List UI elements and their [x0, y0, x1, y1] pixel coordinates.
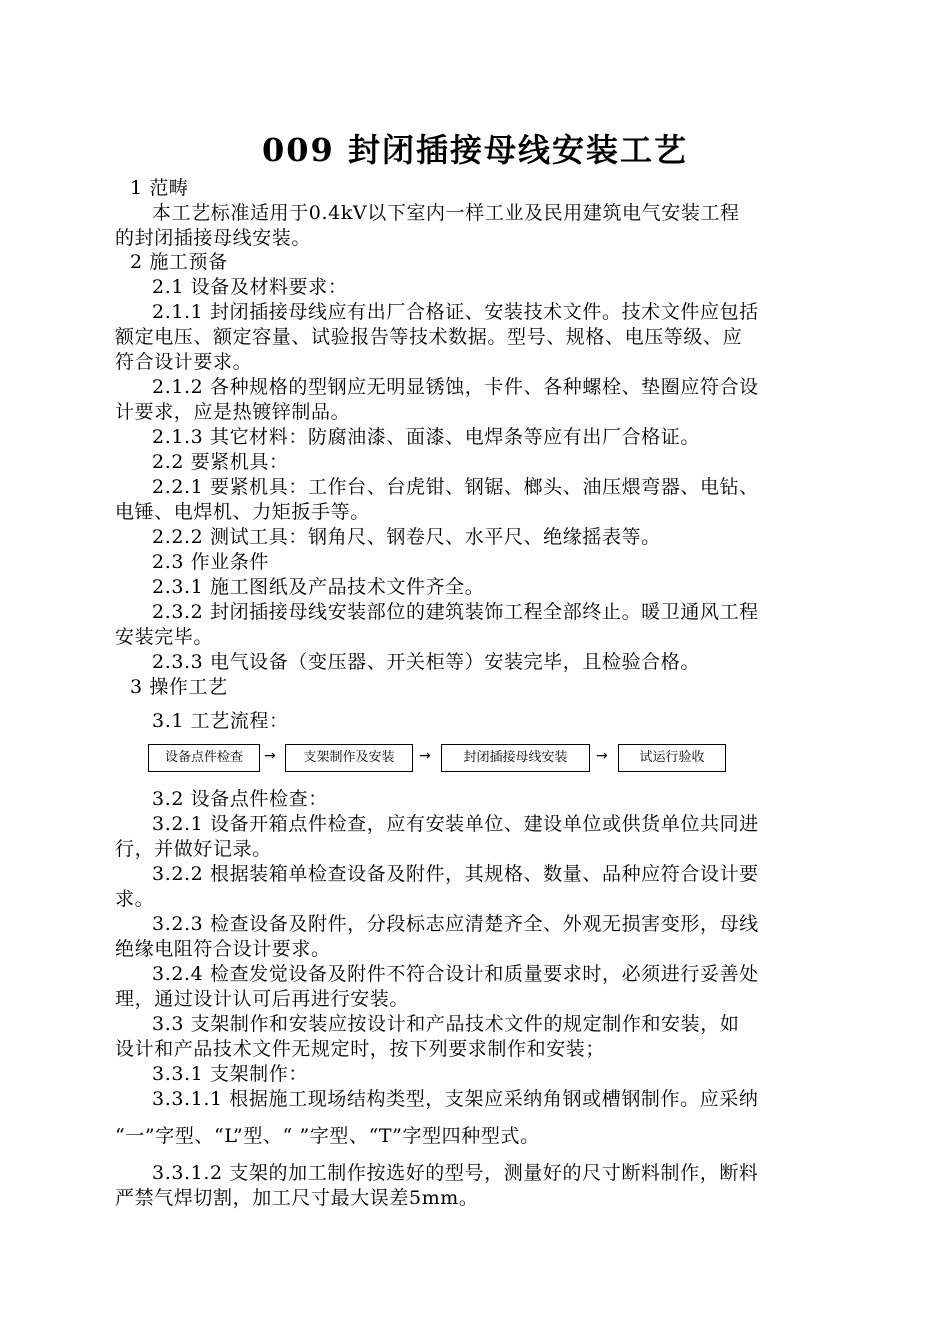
- subsection-heading: 3.2 设备点件检查：: [152, 788, 328, 810]
- flow-arrow: →: [419, 748, 431, 764]
- paragraph-line: 严禁气焊切割，加工尺寸最大误差5mm。: [115, 1187, 479, 1209]
- section-heading: 3 操作工艺: [130, 676, 228, 698]
- section-heading: 2 施工预备: [130, 251, 228, 273]
- subsection-heading: 2.2 要紧机具：: [152, 451, 289, 473]
- paragraph-line: 3.3.1.2 支架的加工制作按选好的型号，测量好的尺寸断料制作，断料: [152, 1162, 759, 1184]
- subsection-heading: 2.1 设备及材料要求：: [152, 276, 348, 298]
- flow-step-box: 支架制作及安装: [285, 744, 413, 772]
- flow-arrow: →: [264, 748, 276, 764]
- paragraph-line: 3.2.1 设备开箱点件检查，应有安装单位、建设单位或供货单位共同进: [152, 813, 759, 835]
- paragraph-line: 的封闭插接母线安装。: [115, 227, 312, 249]
- paragraph-line: 2.3.1 施工图纸及产品技术文件齐全。: [152, 576, 485, 598]
- paragraph-line: 2.3.3 电气设备（变压器、开关柜等）安装完毕，且检验合格。: [152, 651, 700, 673]
- section-heading: 1 范畴: [130, 177, 189, 199]
- document-title: 009 封闭插接母线安装工艺: [262, 131, 688, 169]
- paragraph-line: 理，通过设计认可后再进行安装。: [115, 988, 410, 1010]
- paragraph-line: 设计和产品技术文件无规定时，按下列要求制作和安装；: [115, 1038, 606, 1060]
- paragraph-line: 2.1.2 各种规格的型钢应无明显锈蚀，卡件、各种螺栓、垫圈应符合设: [152, 376, 759, 398]
- paragraph-line: 3.2.2 根据装箱单检查设备及附件，其规格、数量、品种应符合设计要: [152, 863, 759, 885]
- paragraph-line: 2.1.3 其它材料：防腐油漆、面漆、电焊条等应有出厂合格证。: [152, 426, 700, 448]
- process-flow-diagram: [0, 744, 950, 776]
- paragraph-line: 求。: [115, 888, 155, 910]
- paragraph-line: 额定电压、额定容量、试验报告等技术数据。型号、规格、电压等级、应: [115, 326, 743, 348]
- paragraph-line: 安装完毕。: [115, 626, 214, 648]
- flow-step-box: 试运行验收: [618, 744, 726, 772]
- paragraph-line: “一”字型、“L”型、“ ”字型、“T”字型四种型式。: [115, 1125, 540, 1147]
- flow-step-box: 设备点件检查: [148, 744, 260, 772]
- paragraph-line: 2.2.2 测试工具：钢角尺、钢卷尺、水平尺、绝缘摇表等。: [152, 526, 661, 548]
- paragraph-line: 2.3.2 封闭插接母线安装部位的建筑装饰工程全部终止。暖卫通风工程: [152, 601, 759, 623]
- paragraph-line: 2.1.1 封闭插接母线应有出厂合格证、安装技术文件。技术文件应包括: [152, 301, 759, 323]
- paragraph-line: 行，并做好记录。: [115, 838, 272, 860]
- subsection-heading: 3.3.1 支架制作：: [152, 1063, 308, 1085]
- paragraph-line: 3.2.4 检查发觉设备及附件不符合设计和质量要求时，必须进行妥善处: [152, 963, 759, 985]
- flow-arrow: →: [596, 748, 608, 764]
- paragraph-line: 计要求，应是热镀锌制品。: [115, 401, 351, 423]
- flow-step-box: 封闭插接母线安装: [441, 744, 590, 772]
- paragraph-line: 电锤、电焊机、力矩扳手等。: [115, 501, 370, 523]
- paragraph-line: 本工艺标准适用于0.4kV以下室内一样工业及民用建筑电气安装工程: [152, 202, 740, 224]
- paragraph-line: 绝缘电阻符合设计要求。: [115, 938, 331, 960]
- subsection-heading: 2.3 作业条件: [152, 551, 270, 573]
- paragraph-line: 2.2.1 要紧机具：工作台、台虎钳、钢锯、榔头、油压煨弯器、电钻、: [152, 476, 759, 498]
- subsection-heading: 3.1 工艺流程：: [152, 710, 289, 732]
- paragraph-line: 符合设计要求。: [115, 351, 253, 373]
- paragraph-line: 3.2.3 检查设备及附件，分段标志应清楚齐全、外观无损害变形，母线: [152, 913, 759, 935]
- paragraph-line: 3.3 支架制作和安装应按设计和产品技术文件的规定制作和安装，如: [152, 1013, 740, 1035]
- paragraph-line: 3.3.1.1 根据施工现场结构类型，支架应采纳角钢或槽钢制作。应采纳: [152, 1088, 759, 1110]
